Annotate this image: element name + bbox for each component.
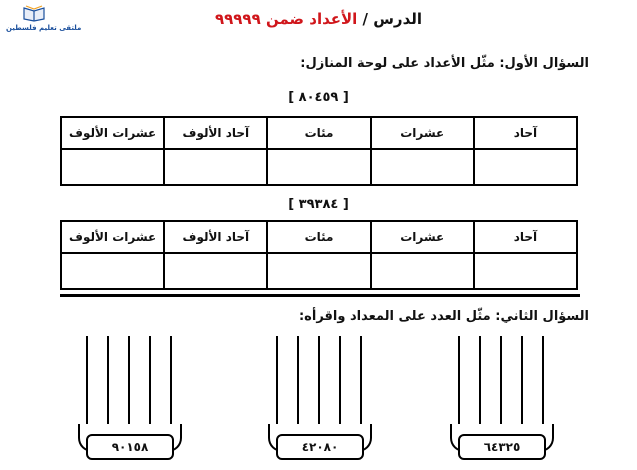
col-thousands: آحاد الألوف	[164, 117, 267, 149]
logo-text: ملتقى تعليم فلسطين	[6, 24, 82, 32]
question2-heading: السؤال الثاني: مثّل العدد على المعداد واقرأه:	[298, 309, 589, 324]
answer-cell[interactable]	[61, 149, 164, 185]
answer-cell[interactable]	[371, 253, 474, 289]
abacus-rod	[297, 336, 299, 424]
col-thousands: آحاد الألوف	[164, 221, 267, 253]
abacus-1	[450, 336, 554, 456]
abacus-rod	[479, 336, 481, 424]
lesson-name: الأعداد ضمن ٩٩٩٩٩	[214, 10, 358, 28]
abacus-rod	[107, 336, 109, 424]
abacus-rod	[521, 336, 523, 424]
abacus-rods	[276, 336, 364, 424]
answer-cell[interactable]	[371, 149, 474, 185]
abacus-rod	[339, 336, 341, 424]
place-value-table-2	[60, 220, 578, 290]
abacus-rods	[458, 336, 546, 424]
col-ten-thousands: عشرات الألوف	[61, 221, 164, 253]
abacus-2	[268, 336, 372, 456]
col-ones: آحاد	[474, 117, 577, 149]
number-label-1: [ ٨٠٤٥٩ ]	[288, 90, 349, 105]
answer-cell[interactable]	[474, 149, 577, 185]
abacus-3	[78, 336, 182, 456]
col-tens: عشرات	[371, 117, 474, 149]
abacus-rod	[500, 336, 502, 424]
col-hundreds: مئات	[267, 117, 370, 149]
lesson-label: الدرس /	[357, 10, 423, 28]
question1-heading: السؤال الأول: مثّل الأعداد على لوحة المنازل:	[300, 56, 589, 71]
answer-cell[interactable]	[267, 253, 370, 289]
number-label-2: [ ٣٩٣٨٤ ]	[288, 197, 349, 212]
answer-cell[interactable]	[61, 253, 164, 289]
col-ones: آحاد	[474, 221, 577, 253]
col-ten-thousands: عشرات الألوف	[61, 117, 164, 149]
abacus-rod	[170, 336, 172, 424]
table-answer-row	[61, 253, 577, 289]
page-title	[0, 10, 637, 28]
abacus-rod	[542, 336, 544, 424]
abacus-rod	[128, 336, 130, 424]
answer-cell[interactable]	[164, 253, 267, 289]
table-header-row	[61, 221, 577, 253]
table-header-row	[61, 117, 577, 149]
table-answer-row	[61, 149, 577, 185]
answer-cell[interactable]	[267, 149, 370, 185]
abacus-rod	[318, 336, 320, 424]
col-hundreds: مئات	[267, 221, 370, 253]
abacus-rod	[276, 336, 278, 424]
abacus-rod	[458, 336, 460, 424]
answer-cell[interactable]	[164, 149, 267, 185]
abacus-value: ٦٤٣٢٥	[458, 434, 546, 460]
abacus-rod	[149, 336, 151, 424]
abacus-rod	[86, 336, 88, 424]
answer-cell[interactable]	[474, 253, 577, 289]
section-divider	[60, 294, 580, 297]
abacus-rod	[360, 336, 362, 424]
abacus-value: ٩٠١٥٨	[86, 434, 174, 460]
place-value-table-1	[60, 116, 578, 186]
abacus-rods	[86, 336, 174, 424]
col-tens: عشرات	[371, 221, 474, 253]
abacus-value: ٤٢٠٨٠	[276, 434, 364, 460]
